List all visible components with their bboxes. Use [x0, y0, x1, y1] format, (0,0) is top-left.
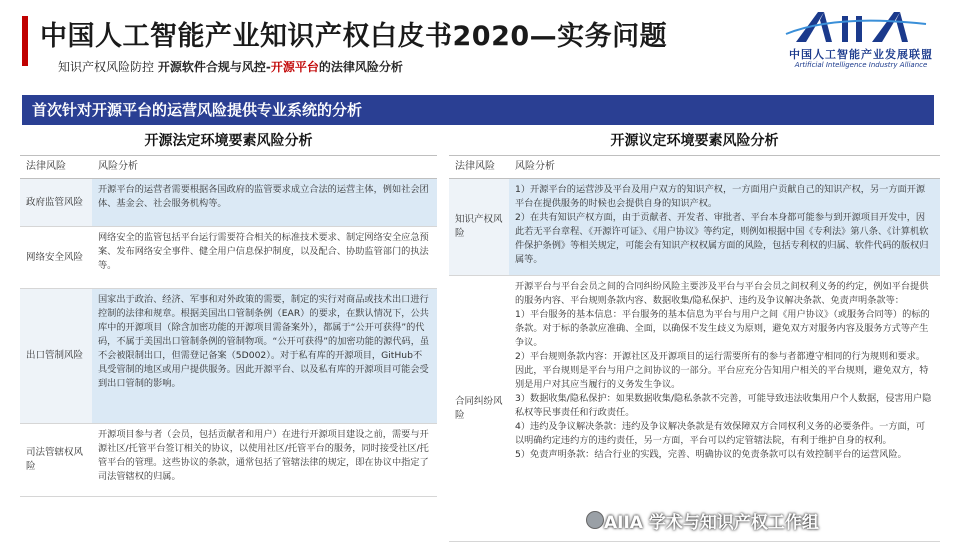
watermark-text: AIIA 学术与知识产权工作组 [604, 513, 819, 533]
analysis-text: 3）数据收集/隐私保护：如果数据收集/隐私条款不完善，可能导致违法收集用户个人数据，侵害用户隐私权等民事责任和行政责任。 [515, 393, 932, 418]
row-risk-label: 网络安全风险 [26, 251, 84, 263]
row-risk-analysis [92, 424, 437, 496]
row-risk-label: 政府监管风险 [20, 179, 92, 226]
logo-chinese-name: 中国人工智能产业发展联盟 [789, 48, 933, 61]
left-header-analysis: 风险分析 [98, 161, 138, 172]
analysis-text: 开源平台与平台会员之间的合同纠纷风险主要涉及平台与平台会员之间权利义务的约定，例如平台提供的服务内容、平台规则条款内容、数据收集/隐私保护、违约及争议解决条款、免责声明条款等： [515, 281, 929, 306]
logo-english-name: Artificial Intelligence Industry Alliance [794, 61, 928, 69]
subtitle-part4: 的法律风险分析 [318, 60, 403, 74]
analysis-text: 开源平台的运营者需要根据各国政府的监管要求成立合法的运营主体，例如社会团体、基金会、社会服务机构等。 [98, 184, 429, 209]
table-row [20, 289, 437, 424]
left-header-risk: 法律风险 [26, 161, 66, 172]
right-panel [449, 130, 940, 542]
row-risk-label: 知识产权风险 [449, 179, 509, 275]
subtitle-part3: 开源平台 [270, 60, 319, 74]
table-row [20, 227, 437, 289]
left-panel-title: 开源法定环境要素风险分析 [144, 133, 313, 149]
analysis-text: 1）平台服务的基本信息：平台服务的基本信息为平台与用户之间《用户协议》（或服务合同等）的标的条款。对于标的条款应准确、全面，以确保不发生歧义为原则，避免双方对服务内容及服务方式等产生争议。 [515, 309, 930, 348]
row-risk-analysis [92, 227, 437, 288]
right-panel-title: 开源议定环境要素风险分析 [610, 133, 779, 149]
left-table-header [20, 155, 437, 179]
subtitle-part2: 开源软件合规与风控- [157, 60, 271, 74]
right-header-analysis: 风险分析 [515, 161, 555, 172]
right-table-header [449, 155, 940, 179]
table-row [449, 179, 940, 276]
table-row [449, 276, 940, 542]
wechat-avatar-icon [586, 511, 604, 529]
analysis-text: 2）平台规则条款内容：开源社区及开源项目的运行需要所有的参与者都遵守相同的行为规则和要求。因此，平台规则是平台与用户之间协议的一部分。平台应充分告知用户相关的平台规则，避免双方，特别是用户对其应当履行的义务发生争议。 [515, 351, 929, 390]
page-title: 中国人工智能产业知识产权白皮书2020—实务问题 [40, 21, 668, 52]
subtitle-part1: 知识产权风险防控 [58, 60, 155, 74]
row-risk-analysis [509, 179, 940, 275]
analysis-text: 网络安全的监管包括平台运行需要符合相关的标准技术要求、制定网络安全应急预案、发布网络安全事件、健全用户信息保护制度，以及配合、协助监管部门的执法等。 [98, 232, 429, 271]
row-risk-label: 司法管辖权风险 [26, 447, 84, 472]
row-risk-analysis [509, 276, 940, 541]
table-row [20, 424, 437, 497]
analysis-text: 开源项目参与者（会员，包括贡献者和用户）在进行开源项目建设之前，需要与开源社区/托管平台签订相关的协议，以使用社区/托管平台的服务，同时接受社区/托管平台的管理。这些协议的条款，通常包括了管辖法律的规定，即在协议中指定了司法管辖权的归属。 [98, 429, 429, 482]
analysis-text: 国家出于政治、经济、军事和对外政策的需要，制定的实行对商品或技术出口进行控制的法律和规章。根据美国出口管制条例（EAR）的要求，在默认情况下，公共库中的开源项目（除含加密功能的开源项目需备案外），都属于“公开可获得”的代码，不属于美国出口管制条例的管制物项。“公开可获得”的加密功能的源代码，虽不会被限制出口，但需登记备案（5D002）。对于私有库的开源项目，GitHub不具受管制的地区或用户提供服务。因此开源平台、以及私有库的开源项目可能会受到出口管制的影响。 [98, 294, 430, 389]
analysis-text: 5）免责声明条款：结合行业的实践，完善、明确协议的免责条款可以有效控制平台的运营风险。 [515, 449, 907, 460]
aiia-logo [776, 10, 946, 72]
row-risk-analysis [92, 179, 437, 226]
analysis-text: 4）违约及争议解决条款：违约及争议解决条款是有效保障双方合同权利义务的必要条件。一方面，可以明确约定违约方的违约责任，另一方面，平台可以约定管辖法院，有利于维护自身的权利。 [515, 421, 926, 446]
analysis-text: 1）开源平台的运营涉及平台及用户双方的知识产权，一方面用户贡献自己的知识产权，另一方面开源平台在提供服务的时候也会提供自身的知识产权。 [515, 184, 926, 209]
right-header-risk: 法律风险 [455, 161, 495, 172]
row-risk-analysis [92, 289, 437, 423]
aiia-logo-mark-icon [776, 10, 946, 44]
row-risk-label: 合同纠纷风险 [455, 395, 503, 421]
section-banner: 首次针对开源平台的运营风险提供专业系统的分析 [22, 95, 934, 125]
row-risk-label: 出口管制风险 [20, 289, 92, 423]
page-subtitle [58, 58, 403, 75]
left-panel [20, 130, 437, 497]
title-accent-bar [22, 16, 28, 66]
table-row [20, 179, 437, 227]
analysis-text: 2）在共有知识产权方面，由于贡献者、开发者、审批者、平台本身都可能参与到开源项目开发中，因此若无平台章程、《开源许可证》、《用户协议》等约定，则例如根据中国《专利法》第八条、《计算机软件保护条例》等相关规定，可能会有知识产权权属方面的风险，包括专利权的归属、软件代码的版权归属等。 [515, 212, 929, 265]
